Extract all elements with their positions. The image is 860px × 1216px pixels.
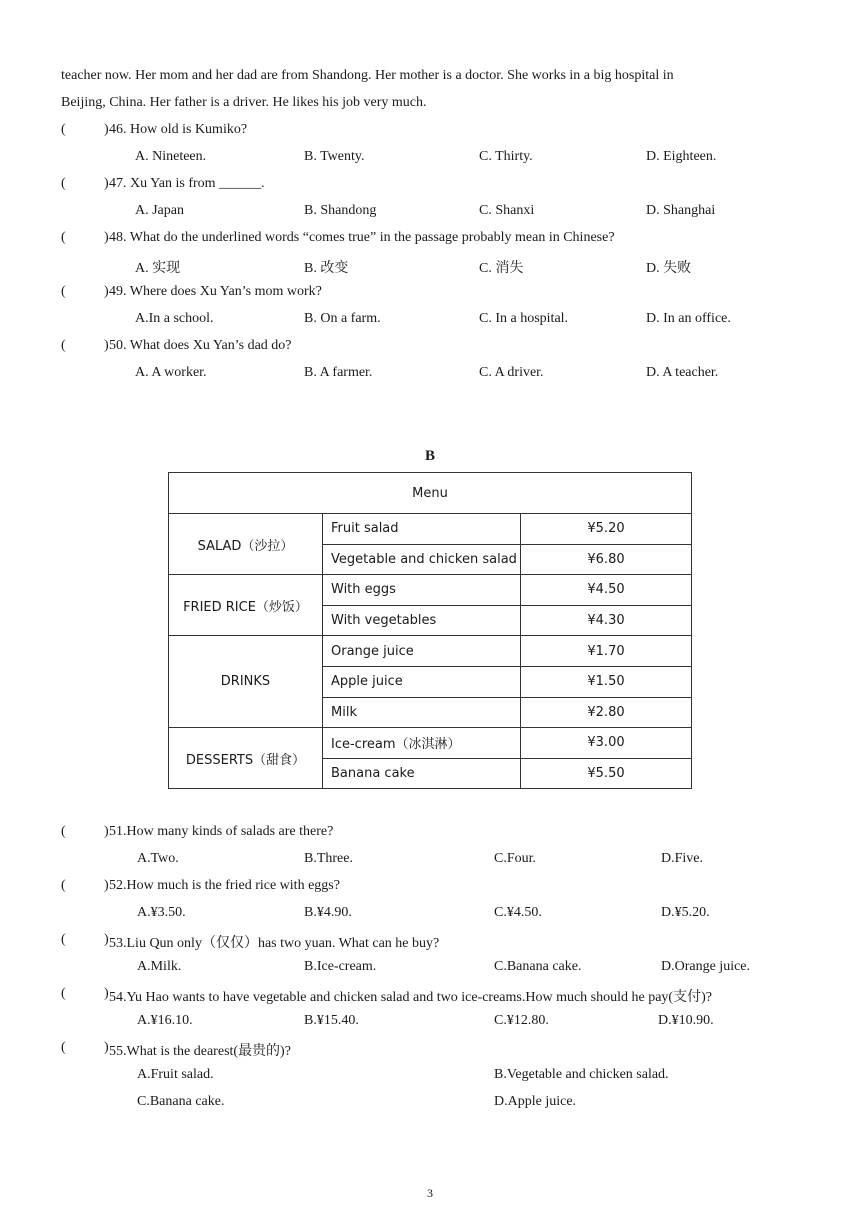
option-a: A.In a school. xyxy=(135,311,214,326)
category-cell: SALAD（沙拉） xyxy=(169,514,323,575)
price-cell: ¥1.50 xyxy=(521,666,692,697)
item-cell: Ice-cream（冰淇淋） xyxy=(323,728,521,759)
section-title: B xyxy=(424,448,435,464)
option-b: B.Vegetable and chicken salad. xyxy=(494,1067,669,1082)
option-c: C. 消失 xyxy=(479,261,524,276)
price-cell: ¥4.50 xyxy=(521,575,692,606)
option-a: A. 实现 xyxy=(135,261,181,276)
answer-paren-close: ) xyxy=(104,122,109,137)
option-a: A.¥16.10. xyxy=(137,1013,193,1028)
option-c: C.Banana cake. xyxy=(137,1094,225,1109)
item-cell: Orange juice xyxy=(323,636,521,667)
answer-paren-close: ) xyxy=(104,230,109,245)
item-cell: Vegetable and chicken salad xyxy=(323,544,521,575)
option-c: C. Thirty. xyxy=(479,149,533,164)
price-cell: ¥5.50 xyxy=(521,758,692,789)
answer-paren-close: ) xyxy=(104,878,109,893)
answer-paren-open: ( xyxy=(61,284,66,299)
option-b: B. On a farm. xyxy=(304,311,381,326)
question-text: 53.Liu Qun only（仅仅）has two yuan. What can he buy? xyxy=(109,936,440,951)
table-row xyxy=(169,575,692,606)
menu-table xyxy=(168,472,692,789)
question-text: 55.What is the dearest(最贵的)? xyxy=(109,1044,291,1059)
page-number: 3 xyxy=(427,1186,433,1200)
option-d: D. Shanghai xyxy=(646,203,716,218)
answer-paren-close: ) xyxy=(104,338,109,353)
option-a: A. Nineteen. xyxy=(135,149,207,164)
answer-paren-close: ) xyxy=(104,986,109,1001)
passage-text xyxy=(61,62,802,116)
question-text: 54.Yu Hao wants to have vegetable and chicken salad and two ice-creams.How much should he pay(支付)? xyxy=(109,990,712,1005)
answer-paren-open: ( xyxy=(61,122,66,137)
menu-title: Menu xyxy=(169,473,692,514)
option-b: B. Shandong xyxy=(304,203,377,218)
option-a: A.Fruit salad. xyxy=(137,1067,214,1082)
option-b: B.Three. xyxy=(304,851,353,866)
option-d: D.¥5.20. xyxy=(661,905,710,920)
option-c: C. A driver. xyxy=(479,365,544,380)
option-c: C. In a hospital. xyxy=(479,311,569,326)
option-c: C.¥12.80. xyxy=(494,1013,549,1028)
price-cell: ¥3.00 xyxy=(521,728,692,759)
question-text: 51.How many kinds of salads are there? xyxy=(109,824,334,839)
question-text: 49. Where does Xu Yan’s mom work? xyxy=(109,284,322,299)
price-cell: ¥1.70 xyxy=(521,636,692,667)
category-cell: FRIED RICE（炒饭） xyxy=(169,575,323,636)
table-row xyxy=(169,514,692,545)
item-cell: Apple juice xyxy=(323,666,521,697)
category-cell: DESSERTS（甜食） xyxy=(169,728,323,789)
table-row xyxy=(169,473,692,514)
option-c: C.¥4.50. xyxy=(494,905,542,920)
option-d: D. 失败 xyxy=(646,261,692,276)
option-d: D. Eighteen. xyxy=(646,149,717,164)
question-text: 50. What does Xu Yan’s dad do? xyxy=(109,338,292,353)
option-a: A. Japan xyxy=(135,203,184,218)
question-text: 48. What do the underlined words “comes true” in the passage probably mean in Chinese? xyxy=(109,230,615,245)
price-cell: ¥2.80 xyxy=(521,697,692,728)
question-text: 46. How old is Kumiko? xyxy=(109,122,248,137)
answer-paren-close: ) xyxy=(104,176,109,191)
option-b: B.¥15.40. xyxy=(304,1013,359,1028)
option-b: B.Ice-cream. xyxy=(304,959,377,974)
answer-paren-open: ( xyxy=(61,824,66,839)
option-d: D. A teacher. xyxy=(646,365,719,380)
option-a: A.Milk. xyxy=(137,959,182,974)
passage-line: Beijing, China. Her father is a driver. He likes his job very much. xyxy=(61,95,427,110)
option-d: D. In an office. xyxy=(646,311,731,326)
answer-paren-open: ( xyxy=(61,1040,66,1055)
option-c: C.Banana cake. xyxy=(494,959,582,974)
option-a: A.¥3.50. xyxy=(137,905,186,920)
answer-paren-open: ( xyxy=(61,986,66,1001)
price-cell: ¥6.80 xyxy=(521,544,692,575)
option-c: C. Shanxi xyxy=(479,203,535,218)
option-b: B.¥4.90. xyxy=(304,905,352,920)
answer-paren-close: ) xyxy=(104,932,109,947)
question-text: 52.How much is the fried rice with eggs? xyxy=(109,878,340,893)
table-row xyxy=(169,728,692,759)
option-b: B. Twenty. xyxy=(304,149,365,164)
option-d: D.¥10.90. xyxy=(658,1013,714,1028)
answer-paren-open: ( xyxy=(61,932,66,947)
option-d: D.Five. xyxy=(661,851,703,866)
option-a: A.Two. xyxy=(137,851,179,866)
answer-paren-close: ) xyxy=(104,284,109,299)
answer-paren-close: ) xyxy=(104,824,109,839)
option-c: C.Four. xyxy=(494,851,537,866)
item-cell: Banana cake xyxy=(323,758,521,789)
price-cell: ¥5.20 xyxy=(521,514,692,545)
option-b: B. A farmer. xyxy=(304,365,373,380)
category-cell: DRINKS xyxy=(169,636,323,728)
answer-paren-open: ( xyxy=(61,338,66,353)
price-cell: ¥4.30 xyxy=(521,605,692,636)
item-cell: With eggs xyxy=(323,575,521,606)
answer-paren-open: ( xyxy=(61,878,66,893)
question-text: 47. Xu Yan is from ______. xyxy=(109,176,265,191)
option-a: A. A worker. xyxy=(135,365,207,380)
table-row xyxy=(169,636,692,667)
passage-line: teacher now. Her mom and her dad are from Shandong. Her mother is a doctor. She works in a big hospital in xyxy=(61,68,674,83)
option-d: D.Orange juice. xyxy=(661,959,751,974)
item-cell: With vegetables xyxy=(323,605,521,636)
option-b: B. 改变 xyxy=(304,261,349,276)
option-d: D.Apple juice. xyxy=(494,1094,577,1109)
item-cell: Milk xyxy=(323,697,521,728)
answer-paren-open: ( xyxy=(61,176,66,191)
answer-paren-open: ( xyxy=(61,230,66,245)
answer-paren-close: ) xyxy=(104,1040,109,1055)
item-cell: Fruit salad xyxy=(323,514,521,545)
